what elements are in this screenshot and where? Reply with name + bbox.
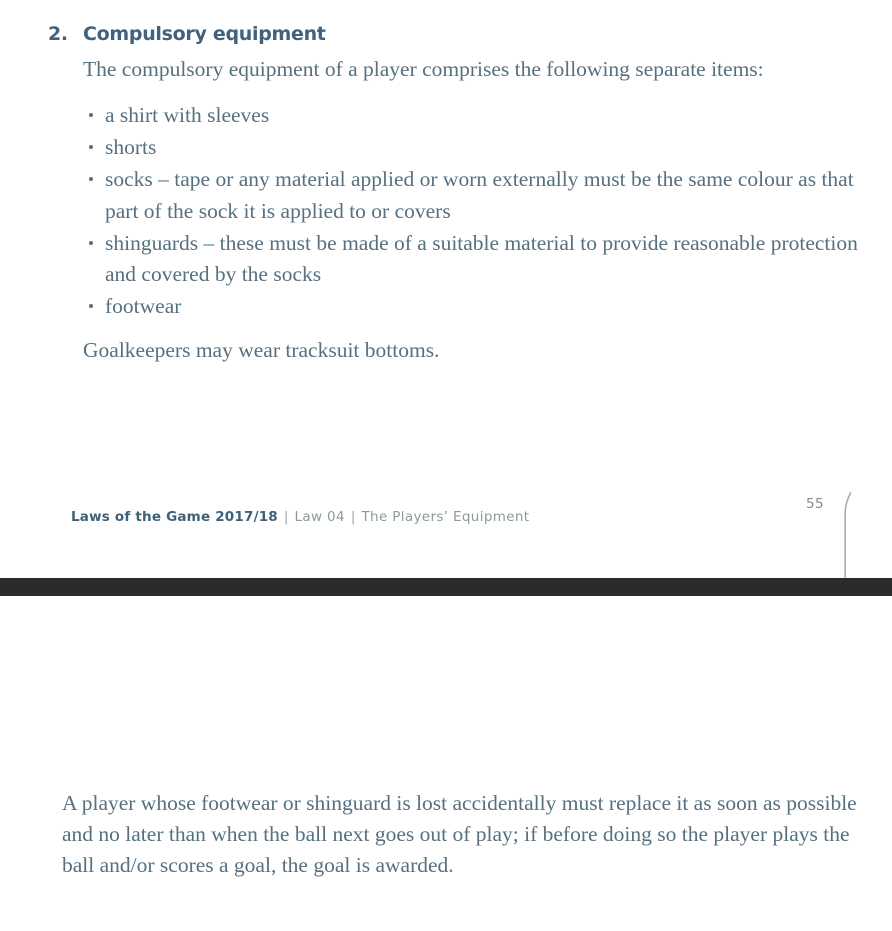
page-number: 55 <box>806 496 824 512</box>
list-item-label: socks – tape or any material applied or worn externally must be the same colour as that part of the sock it is applied to or covers <box>105 167 854 223</box>
footer-chapter: The Players’ Equipment <box>361 509 530 525</box>
list-item <box>83 100 873 132</box>
page-footer <box>71 508 529 526</box>
list-item-label: shorts <box>105 135 157 159</box>
list-item <box>83 228 873 291</box>
list-item-label: a shirt with sleeves <box>105 103 270 127</box>
goalkeeper-note: Goalkeepers may wear tracksuit bottoms. <box>83 338 440 362</box>
bullet-dot-icon <box>89 177 93 181</box>
equipment-list <box>83 100 873 323</box>
page-divider-bar <box>0 578 892 596</box>
list-item-label: shinguards – these must be made of a suitable material to provide reasonable protection and covered by the socks <box>105 230 858 286</box>
list-item <box>83 164 873 227</box>
bullet-dot-icon <box>89 241 93 245</box>
footer-separator: | <box>283 509 289 525</box>
document-page-lower <box>0 596 892 931</box>
bullet-dot-icon <box>89 304 93 308</box>
lower-paragraph: A player whose footwear or shinguard is lost accidentally must replace it as soon as possible and no later than when the ball next goes out of play; if before doing so the player plays the ball and/or scores a goal, the goal is awarded. <box>62 791 857 878</box>
bullet-dot-icon <box>89 145 93 149</box>
intro-paragraph: The compulsory equipment of a player comprises the following separate items: <box>83 57 764 81</box>
footer-brand: Laws of the Game 2017/18 <box>71 509 278 525</box>
list-item <box>83 132 873 164</box>
section-heading <box>48 22 860 46</box>
bullet-dot-icon <box>89 113 93 117</box>
section-title: Compulsory equipment <box>83 23 326 45</box>
list-item <box>83 291 873 323</box>
section-block <box>48 22 860 46</box>
page-curl-icon <box>826 488 860 580</box>
footer-law: Law 04 <box>294 509 345 525</box>
footer-separator: | <box>350 509 356 525</box>
list-item-label: footwear <box>105 294 182 318</box>
section-number: 2. <box>48 23 68 45</box>
